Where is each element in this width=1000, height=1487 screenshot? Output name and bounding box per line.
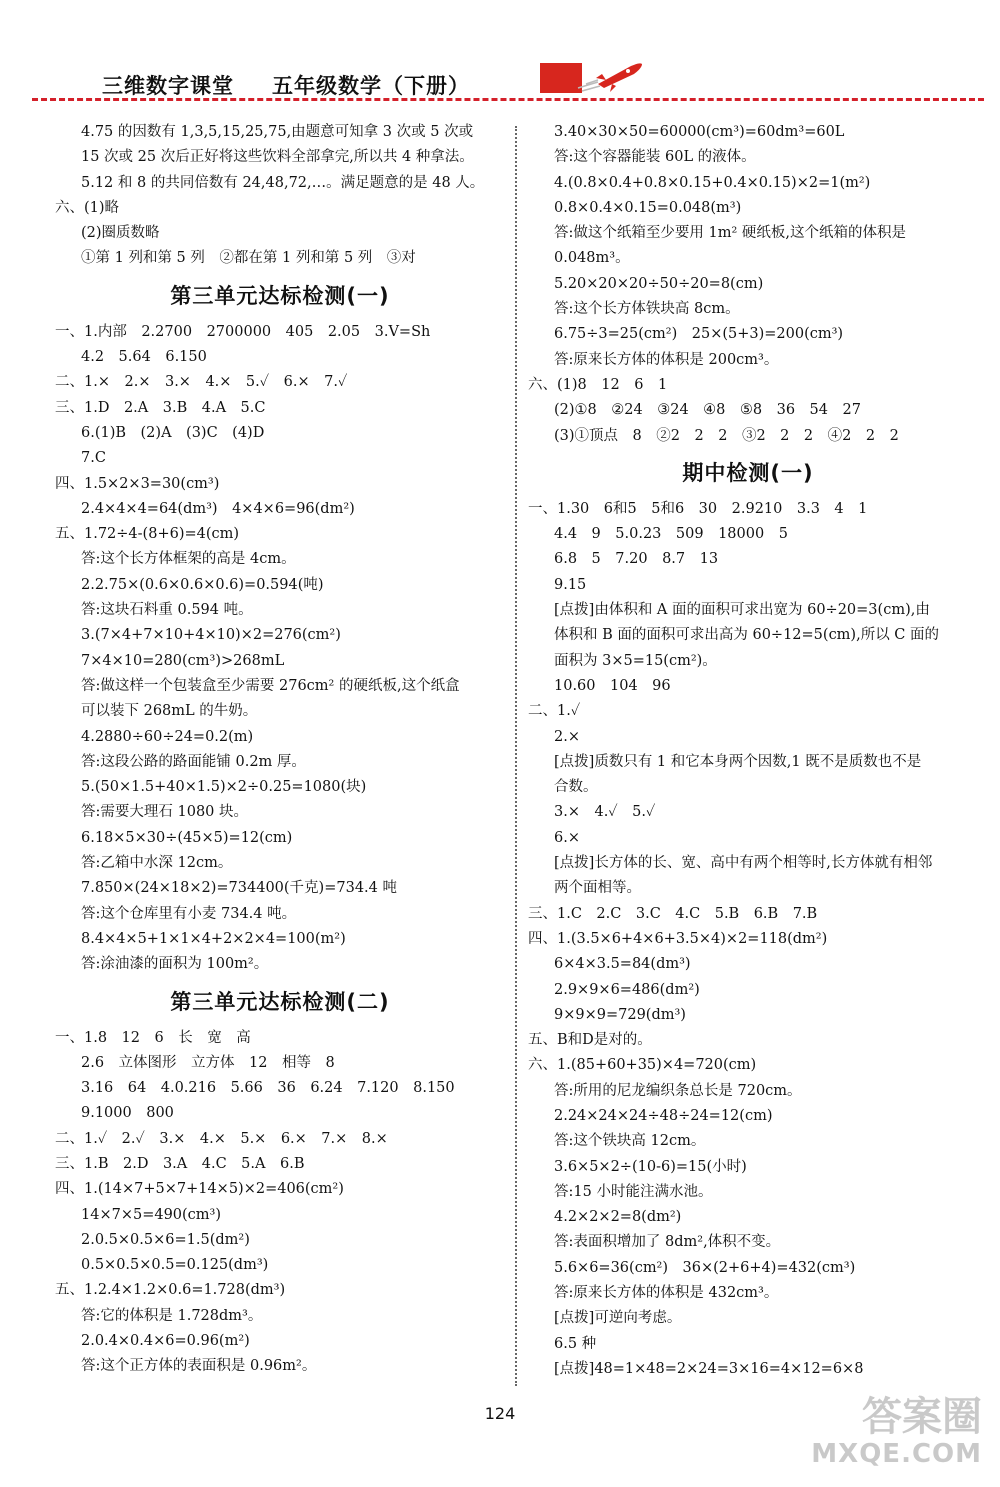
answer-line: 五、B和D是对的。 <box>528 1032 652 1049</box>
answer-line: [点拨]由体积和 A 面的面积可求出宽为 60÷20=3(cm),由 <box>554 602 930 619</box>
answer-line: 四、1.5×2×3=30(cm³) <box>55 475 220 492</box>
answer-line: 5.12 和 8 的共同倍数有 24,48,72,…。满足题意的是 48 人。 <box>81 174 485 191</box>
answer-line: 答:这块石料重 0.594 吨。 <box>81 602 253 619</box>
answer-line: 五、1.72÷4-(8+6)=4(cm) <box>55 526 240 543</box>
answer-line: 2.0.5×0.5×6=1.5(dm²) <box>81 1231 250 1248</box>
left-column <box>55 120 505 1380</box>
answer-line: 3.(7×4+7×10+4×10)×2=276(cm²) <box>81 627 341 644</box>
answer-line: [点拨]质数只有 1 和它本身两个因数,1 既不是质数也不是 <box>554 753 922 770</box>
answer-line: 合数。 <box>554 779 598 796</box>
answer-line: 4.75 的因数有 1,3,5,15,25,75,由题意可知拿 3 次或 5 次或 <box>81 124 474 140</box>
answer-line: 答:15 小时能注满水池。 <box>554 1183 713 1200</box>
answer-line: 答:涂油漆的面积为 100m²。 <box>81 956 269 973</box>
watermark-top-text: 答案圈 <box>862 1394 982 1440</box>
answer-line: 四、1.(3.5×6+4×6+3.5×4)×2=118(dm²) <box>528 930 828 947</box>
answer-line: 9×9×9=729(dm³) <box>554 1006 686 1023</box>
answer-line: 答:这个仓库里有小麦 734.4 吨。 <box>81 905 297 922</box>
watermark-logo <box>811 1395 982 1469</box>
answer-line: ①第 1 列和第 5 列 ②都在第 1 列和第 5 列 ③对 <box>81 250 416 267</box>
answer-line: 2.× <box>554 728 580 745</box>
answer-line: 5.20×20×20÷50÷20=8(cm) <box>554 275 764 292</box>
right-column <box>528 120 968 1382</box>
answer-line: 答:乙箱中水深 12cm。 <box>81 855 233 872</box>
answer-line: 4.2×2×2=8(dm²) <box>554 1209 682 1226</box>
subject-title: 五年级数学（下册） <box>272 74 470 98</box>
answer-line: [点拨]48=1×48=2×24=3×16=4×12=6×8 <box>554 1360 864 1377</box>
answer-line: 9.15 <box>554 576 587 593</box>
answer-line: 二、1.✓ <box>528 703 581 720</box>
answer-line: 可以装下 268mL 的牛奶。 <box>81 703 258 720</box>
answer-line: 一、1.8 12 6 长 宽 高 <box>55 1029 251 1046</box>
answer-line: 答:这个长方体铁块高 8cm。 <box>554 301 740 318</box>
answer-line: 6.8 5 7.20 8.7 13 <box>554 551 719 568</box>
answer-line: 3.16 64 4.0.216 5.66 36 6.24 7.120 8.150 <box>81 1080 455 1097</box>
answer-line: 答:这个铁块高 12cm。 <box>554 1133 706 1150</box>
answer-line: 0.5×0.5×0.5=0.125(dm³) <box>81 1257 269 1274</box>
answer-line: 三、1.B 2.D 3.A 4.C 5.A 6.B <box>55 1155 305 1172</box>
answer-line: 6.18×5×30÷(45×5)=12(cm) <box>81 829 293 846</box>
answer-line: 答:这个容器能装 60L 的液体。 <box>554 149 756 166</box>
answer-line: (2)圈质数略 <box>81 225 160 242</box>
answer-line: 答:所用的尼龙编织条总长是 720cm。 <box>554 1082 802 1099</box>
answer-line: 体积和 B 面的面积可求出高为 60÷12=5(cm),所以 C 面的 <box>554 627 940 644</box>
section-heading: 第三单元达标检测(一) <box>170 283 390 308</box>
answer-line: 答:它的体积是 1.728dm³。 <box>81 1307 263 1324</box>
series-title: 三维数字课堂 <box>102 74 234 98</box>
answer-line: 3.6×5×2÷(10-6)=15(小时) <box>554 1158 747 1175</box>
answer-line: 两个面相等。 <box>554 880 641 897</box>
answer-line: 三、1.C 2.C 3.C 4.C 5.B 6.B 7.B <box>528 905 818 922</box>
answer-line: 5.(50×1.5+40×1.5)×2÷0.25=1080(块) <box>81 779 367 796</box>
answer-line: (2)①8 ②24 ③24 ④8 ⑤8 36 54 27 <box>554 402 861 419</box>
answer-line: 答:做这样一个包装盒至少需要 276cm² 的硬纸板,这个纸盒 <box>81 677 460 694</box>
answer-line: 15 次或 25 次后正好将这些饮料全部拿完,所以共 4 种拿法。 <box>81 149 474 166</box>
answer-line: 一、1.30 6和5 5和6 30 2.9210 3.3 4 1 <box>528 500 868 517</box>
answer-line: 答:需要大理石 1080 块。 <box>81 804 249 821</box>
answer-line: 9.1000 800 <box>81 1105 174 1122</box>
answer-line: 4.2880÷60÷24=0.2(m) <box>81 728 254 745</box>
answer-line: 六、1.(85+60+35)×4=720(cm) <box>528 1057 757 1074</box>
answer-line: 3.40×30×50=60000(cm³)=60dm³=60L <box>554 124 845 140</box>
answer-line: 5.6×6=36(cm²) 36×(2+6+4)=432(cm³) <box>554 1259 856 1276</box>
answer-line: 7×4×10=280(cm³)>268mL <box>81 652 285 669</box>
answer-line: 四、1.(14×7+5×7+14×5)×2=406(cm²) <box>55 1181 344 1198</box>
answer-line: 答:做这个纸箱至少要用 1m² 硬纸板,这个纸箱的体积是 <box>554 225 906 242</box>
answer-line: 7.850×(24×18×2)=734400(千克)=734.4 吨 <box>81 880 397 897</box>
answer-line: 三、1.D 2.A 3.B 4.A 5.C <box>55 399 266 416</box>
answer-line: 6.× <box>554 829 580 846</box>
watermark-bottom-text: MXQE.COM <box>811 1439 982 1469</box>
answer-line: 6.5 种 <box>554 1335 597 1352</box>
answer-line: 2.2.75×(0.6×0.6×0.6)=0.594(吨) <box>81 576 324 593</box>
answer-line: 14×7×5=490(cm³) <box>81 1206 222 1223</box>
column-divider <box>515 126 517 1386</box>
header-dashed-rule <box>32 98 984 101</box>
answer-line: 0.048m³。 <box>554 250 630 267</box>
answer-line: 答:这段公路的路面能铺 0.2m 厚。 <box>81 753 306 770</box>
answer-line: 一、1.内部 2.2700 2700000 405 2.05 3.V=Sh <box>55 323 431 340</box>
answer-line: 六、(1)8 12 6 1 <box>528 376 668 393</box>
answer-line: 4.2 5.64 6.150 <box>81 349 207 366</box>
answer-line: 面积为 3×5=15(cm²)。 <box>554 652 717 669</box>
answer-line: 2.24×24×24÷48÷24=12(cm) <box>554 1107 773 1124</box>
answer-line: 答:表面积增加了 8dm²,体积不变。 <box>554 1234 781 1251</box>
answer-line: 2.4×4×4=64(dm³) 4×4×6=96(dm²) <box>81 500 355 517</box>
answer-line: 答:原来长方体的体积是 432cm³。 <box>554 1285 779 1302</box>
answer-line: 8.4×4×5+1×1×4+2×2×4=100(m²) <box>81 930 346 947</box>
page-number: 124 <box>484 1404 516 1423</box>
answer-line: 2.0.4×0.4×6=0.96(m²) <box>81 1333 250 1350</box>
answer-line: (3)①顶点 8 ②2 2 2 ③2 2 2 ④2 2 2 <box>554 427 899 444</box>
answer-line: 2.6 立体图形 立方体 12 相等 8 <box>81 1054 335 1071</box>
answer-line: 4.4 9 5.0.23 509 18000 5 <box>554 526 788 543</box>
answer-line: 六、(1)略 <box>55 199 120 216</box>
answer-line: 3.× 4.✓ 5.✓ <box>554 804 656 821</box>
rocket-icon <box>576 58 646 92</box>
answer-line: 7.C <box>81 450 106 467</box>
answer-line: 6.(1)B (2)A (3)C (4)D <box>81 424 265 441</box>
section-heading: 期中检测(一) <box>682 460 814 485</box>
answer-line: 答:这个长方体框架的高是 4cm。 <box>81 551 296 568</box>
section-heading: 第三单元达标检测(二) <box>170 989 390 1014</box>
page-header <box>0 0 1000 105</box>
answer-line: 答:原来长方体的体积是 200cm³。 <box>554 351 779 368</box>
answer-line: 6×4×3.5=84(dm³) <box>554 956 691 973</box>
answer-line: 0.8×0.4×0.15=0.048(m³) <box>554 199 742 216</box>
answer-line: 二、1.× 2.× 3.× 4.× 5.✓ 6.× 7.✓ <box>55 374 348 391</box>
answer-line: 10.60 104 96 <box>554 677 671 694</box>
answer-line: 答:这个正方体的表面积是 0.96m²。 <box>81 1358 317 1375</box>
answer-line: 4.(0.8×0.4+0.8×0.15+0.4×0.15)×2=1(m²) <box>554 174 871 191</box>
answer-line: 6.75÷3=25(cm²) 25×(5+3)=200(cm³) <box>554 326 844 343</box>
answer-line: 二、1.✓ 2.✓ 3.× 4.× 5.× 6.× 7.× 8.× <box>55 1130 388 1147</box>
answer-line: 五、1.2.4×1.2×0.6=1.728(dm³) <box>55 1282 286 1299</box>
answer-line: [点拨]长方体的长、宽、高中有两个相等时,长方体就有相邻 <box>554 855 933 872</box>
answer-line: 2.9×9×6=486(dm²) <box>554 981 700 998</box>
answer-line: [点拨]可逆向考虑。 <box>554 1310 682 1327</box>
